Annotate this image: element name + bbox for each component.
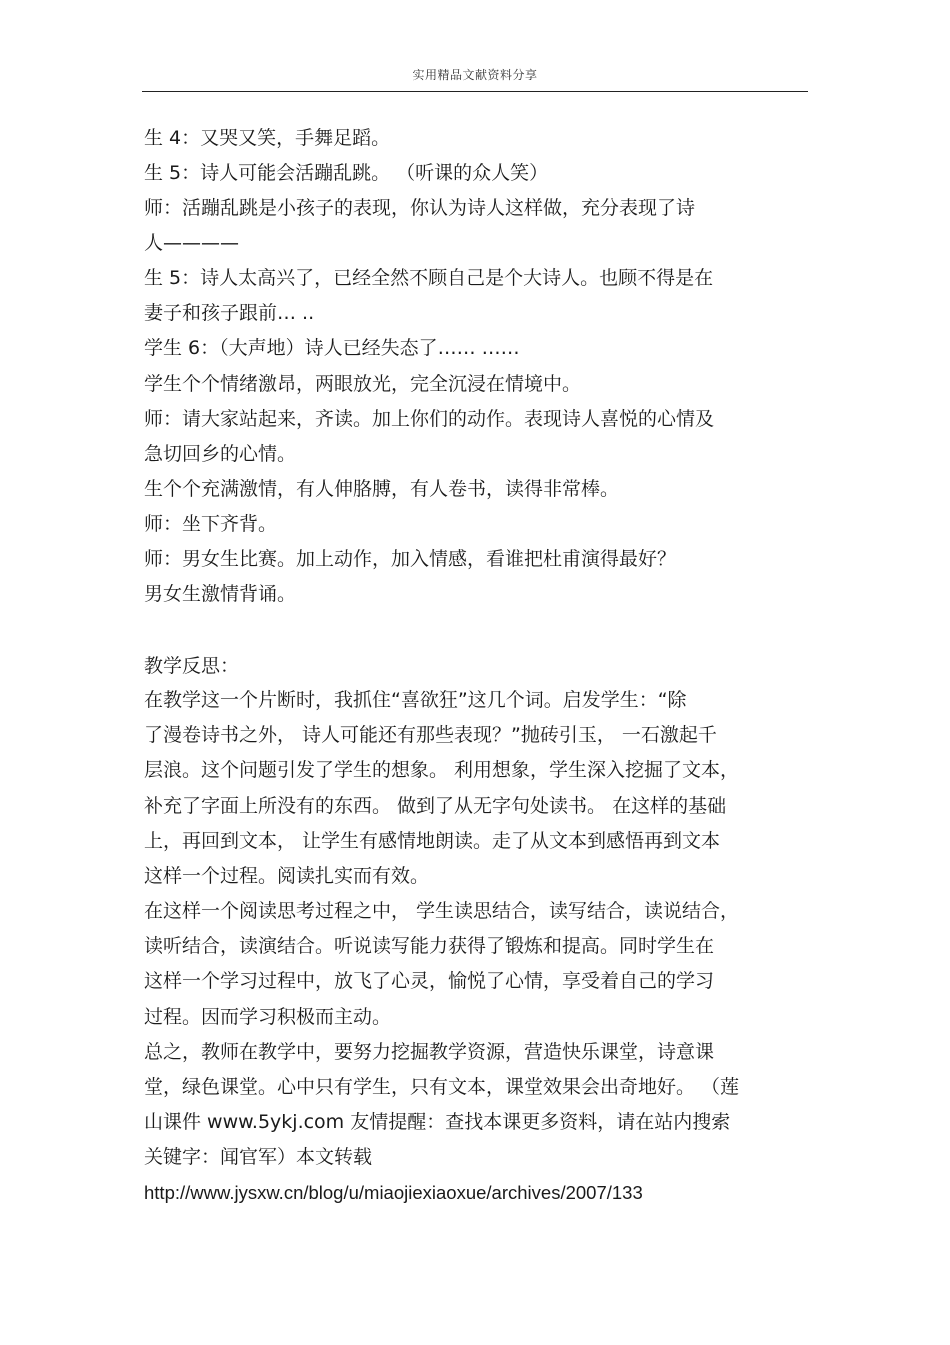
dialogue-line: 学生个个情绪激昂，两眼放光，完全沉浸在情境中。 [144, 373, 582, 395]
dialogue-line: 师：请大家站起来，齐读。加上你们的动作。表现诗人喜悦的心情及 [144, 408, 715, 430]
dialogue-line: 人———— [144, 232, 240, 254]
dialogue-line: 生 5：诗人太高兴了，已经全然不顾自己是个大诗人。也顾不得是在 [144, 267, 714, 289]
reflection-line: 读听结合，读演结合。听说读写能力获得了锻炼和提高。同时学生在 [144, 935, 715, 957]
dialogue-line: 生个个充满激情，有人伸胳膊，有人卷书，读得非常棒。 [144, 478, 620, 500]
dialogue-line: 生 4：又哭又笑，手舞足蹈。 [144, 127, 391, 149]
reflection-line: 补充了字面上所没有的东西。 做到了从无字句处读书。 在这样的基础 [144, 795, 727, 817]
reflection-line: 了漫卷诗书之外， 诗人可能还有那些表现？”抛砖引玉， 一石激起千 [144, 724, 717, 746]
dialogue-line: 师：坐下齐背。 [144, 513, 278, 535]
source-url: http://www.jysxw.cn/blog/u/miaojiexiaoxue/archives/2007/133 [144, 1182, 643, 1203]
dialogue-line: 学生 6：（大声地）诗人已经失态了…… …… [144, 337, 520, 359]
dialogue-line: 妻子和孩子跟前… .. [144, 302, 315, 324]
reflection-line: 在这样一个阅读思考过程之中， 学生读思结合，读写结合，读说结合， [144, 900, 740, 922]
reflection-line: 山课件 www.5ykj.com 友情提醒：查找本课更多资料，请在站内搜索 [144, 1111, 731, 1133]
dialogue-line: 师：活蹦乱跳是小孩子的表现，你认为诗人这样做，充分表现了诗 [144, 197, 696, 219]
reflection-line: 这样一个过程。阅读扎实而有效。 [144, 865, 430, 887]
dialogue-line: 师：男女生比赛。加上动作，加入情感，看谁把杜甫演得最好？ [144, 548, 677, 570]
header-divider [142, 91, 808, 92]
reflection-line: 过程。因而学习积极而主动。 [144, 1006, 392, 1028]
reflection-line: 层浪。这个问题引发了学生的想象。 利用想象，学生深入挖掘了文本， [144, 759, 740, 781]
reflection-line: 关键字：闻官军）本文转载 [144, 1146, 373, 1168]
reflection-line: 这样一个学习过程中，放飞了心灵，愉悦了心情，享受着自己的学习 [144, 970, 715, 992]
reflection-line: 在教学这一个片断时，我抓住“喜欲狂”这几个词。启发学生：“除 [144, 689, 687, 711]
dialogue-line: 急切回乡的心情。 [144, 443, 297, 465]
dialogue-line: 生 5：诗人可能会活蹦乱跳。 （听课的众人笑） [144, 162, 549, 184]
section-heading: 教学反思： [144, 655, 240, 677]
page-header: 实用精品文献资料分享 [412, 68, 538, 82]
reflection-line: 堂，绿色课堂。心中只有学生，只有文本，课堂效果会出奇地好。 （莲 [144, 1076, 740, 1098]
dialogue-line: 男女生激情背诵。 [144, 583, 297, 605]
reflection-line: 上，再回到文本， 让学生有感情地朗读。走了从文本到感悟再到文本 [144, 830, 721, 852]
reflection-line: 总之，教师在教学中，要努力挖掘教学资源，营造快乐课堂，诗意课 [144, 1041, 715, 1063]
